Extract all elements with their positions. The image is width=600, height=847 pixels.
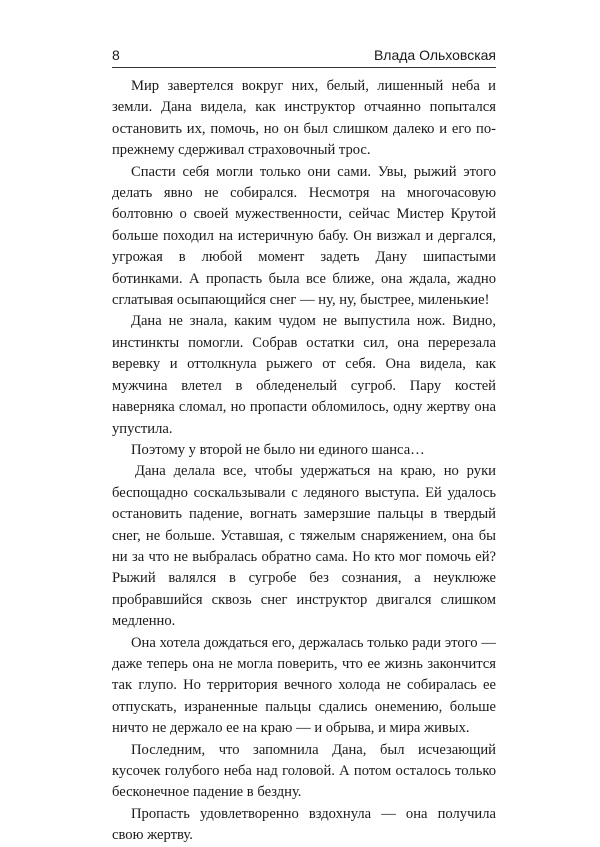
paragraph: Последним, что запомнила Дана, был исчезающий кусочек голубого неба над головой. А потом осталось только бесконечное падение в бездну.	[112, 741, 496, 801]
page-number: 8	[112, 47, 120, 63]
page-header	[112, 47, 496, 67]
header-rule	[112, 67, 496, 68]
paragraph: Пропасть удовлетворенно вздохнула — она получила свою жертву.	[112, 805, 496, 844]
paragraph: Мир завертелся вокруг них, белый, лишенный неба и земли. Дана видела, как инструктор отчаянно попытался остановить их, помочь, но он был слишком далеко и его по-прежнему сдерживал страховочный трос.	[112, 78, 496, 159]
paragraph: Спасти себя могли только они сами. Увы, рыжий этого делать явно не собирался. Несмотря на многочасовую болтовню о своей мужественности, сейчас Мистер Крутой больше походил на истеричную бабу. Он визжал и дергался, угрожая в любой момент задеть Дану шипастыми ботинками. А пропасть была все ближе, она ждала, жадно сглатывая осыпающийся снег — ну, ну, быстрее, миленькие!	[112, 163, 496, 309]
running-title: Влада Ольховская	[373, 47, 496, 63]
paragraph: Дана не знала, каким чудом не выпустила нож. Видно, инстинкты помогли. Собрав остатки сил, она перерезала веревку и оттолкнула рыжего от себя. Она видела, как мужчина влетел в обледенелый сугроб. Пару костей наверняка сломал, но пропасти обломилось, одну жертву она упустила.	[112, 313, 496, 437]
paragraph: Поэтому у второй не было ни единого шанса…	[131, 441, 425, 458]
paragraph: Она хотела дождаться его, держалась только ради этого — даже теперь она не могла поверить, что ее жизнь закончится так глупо. Но территория вечного холода не собиралась ее отпускать, израненные пальцы сдались онемению, больше ничто не держало ее на краю — и обрыва, и мира живых.	[112, 634, 496, 737]
body-text	[112, 76, 496, 847]
paragraph: Дана делала все, чтобы удержаться на краю, но руки беспощадно соскальзывали с ледяного выступа. Ей удалось остановить падение, вогнать замерзшие пальцы в твердый снег, не больше. Уставшая, с тяжелым снаряжением, она бы ни за что не выбралась обратно сама. Но кто мог помочь ей? Рыжий валялся в сугробе без сознания, а неуклюже пробравшийся сквозь снег инструктор двигался слишком медленно.	[112, 463, 496, 630]
